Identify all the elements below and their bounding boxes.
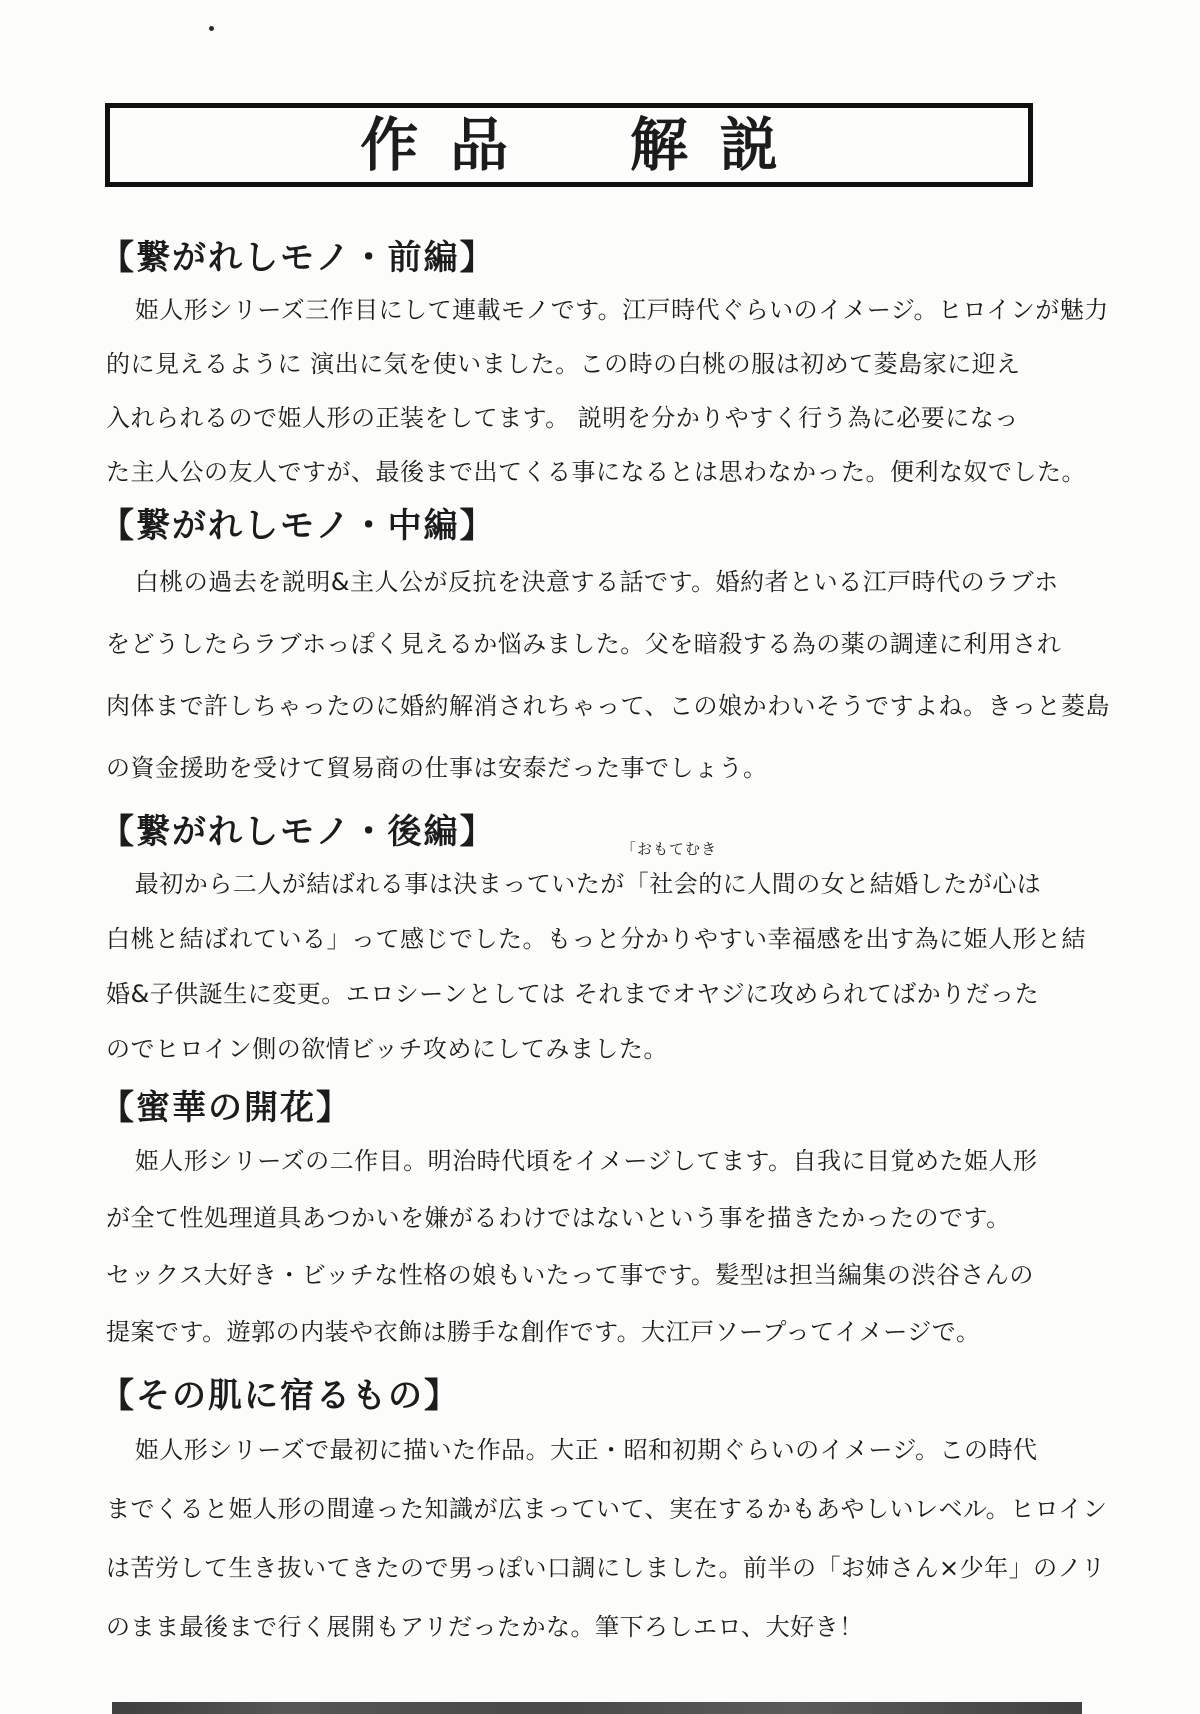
paragraph-line: 提案です。遊郭の内装や衣飾は勝手な創作です。大江戸ソープってイメージで。 [106, 1318, 981, 1346]
section-paragraph [100, 1133, 1100, 1361]
paragraph-line: た主人公の友人ですが、最後まで出てくる事になるとは思わなかった。便利な奴でした。 [106, 458, 1086, 486]
title-box [105, 103, 1033, 187]
scan-dot-artifact [209, 26, 214, 31]
paragraph-line: 姫人形シリーズの二作目。明治時代頃をイメージしてます。自我に目覚めた姫人形 [134, 1147, 1038, 1175]
section-heading: 【繋がれしモノ・中編】 [100, 506, 496, 546]
paragraph-line: 肉体まで許しちゃったのに婚約解消されちゃって、この娘かわいそうですよね。きっと菱島 [106, 692, 1111, 720]
paragraph-line: 姫人形シリーズで最初に描いた作品。大正・昭和初期ぐらいのイメージ。この時代 [134, 1436, 1038, 1464]
paragraph-line: セックス大好き・ビッチな性格の娘もいたって事です。髪型は担当編集の渋谷さんの [106, 1261, 1034, 1289]
paragraph-line: 姫人形シリーズ三作目にして連載モノです。江戸時代ぐらいのイメージ。ヒロインが魅力 [134, 296, 1109, 324]
paragraph-line: 入れられるので姫人形の正装をしてます。 説明を分かりやすく行う為に必要になっ [106, 404, 1019, 432]
commentary-section [100, 807, 1100, 1077]
paragraph-line: 白桃の過去を説明&主人公が反抗を決意する話です。婚約者といる江戸時代のラブホ [134, 568, 1059, 596]
paragraph-line: までくると姫人形の間違った知識が広まっていて、実在するかもあやしいレベル。ヒロイン [106, 1495, 1108, 1523]
scan-edge-artifact [112, 1702, 1082, 1714]
section-heading: 【その肌に宿るもの】 [100, 1376, 460, 1416]
paragraph-line: は苦労して生き抜いてきたので男っぽい口調にしました。前半の「お姉さん×少年」のノリ [106, 1554, 1106, 1582]
section-paragraph [100, 283, 1109, 499]
commentary-content [100, 187, 1111, 1657]
section-heading: 【繋がれしモノ・前編】 [100, 238, 496, 278]
paragraph-line: が全て性処理道具あつかいを嫌がるわけではないという事を描きたかったのです。 [106, 1204, 1011, 1232]
paragraph-line: 白桃と結ばれている」って感じでした。もっと分かりやすい幸福感を出す為に姫人形と結 [106, 925, 1086, 953]
paragraph-line: 的に見えるように 演出に気を使いました。この時の白桃の服は初めて菱島家に迎え [106, 350, 1021, 378]
paragraph-line: をどうしたらラブホっぽく見えるか悩みました。父を暗殺する為の薬の調達に利用され [106, 630, 1062, 658]
commentary-section [100, 233, 1109, 499]
commentary-section [100, 1371, 1108, 1657]
section-heading: 【繋がれしモノ・後編】 [100, 812, 496, 852]
paragraph-line: のまま最後まで行く展開もアリだったかな。筆下ろしエロ、大好き！ [106, 1613, 864, 1641]
paragraph-line-text: 最初から二人が結ばれる事は決まっていたが「社会的に人間の女と結婚したが心は [134, 870, 1042, 898]
commentary-section [100, 1083, 1100, 1361]
section-paragraph [100, 551, 1111, 799]
ruby-annotation: 「おもてむき [621, 840, 718, 858]
paragraph-line: のでヒロイン側の欲情ビッチ攻めにしてみました。 [106, 1035, 668, 1063]
paragraph-line: 婚&子供誕生に変更。エロシーンとしては それまでオヤジに攻められてばかりだった [106, 980, 1040, 1008]
section-paragraph [100, 840, 1100, 1077]
paragraph-line [106, 840, 1100, 912]
section-paragraph [100, 1421, 1108, 1657]
page-title: 作品 解説 [360, 111, 810, 179]
section-heading: 【蜜華の開花】 [100, 1088, 352, 1128]
commentary-section [100, 501, 1111, 799]
paragraph-line: の資金援助を受けて貿易商の仕事は安泰だった事でしょう。 [106, 754, 768, 782]
